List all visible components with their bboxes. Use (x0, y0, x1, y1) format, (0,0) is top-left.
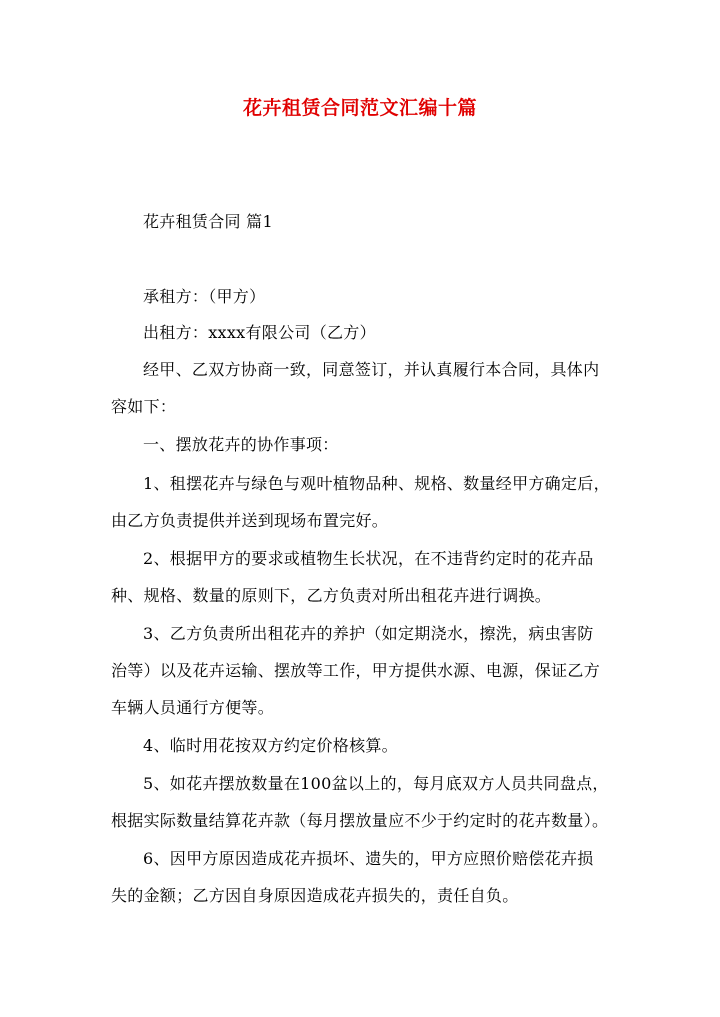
intro-paragraph-line: 容如下： (111, 397, 177, 416)
item-5-line: 根据实际数量结算花卉款（每月摆放量应不少于约定时的花卉数量）。 (111, 811, 609, 830)
item-2-line: 2、根据甲方的要求或植物生长状况，在不违背约定时的花卉品 (143, 549, 594, 568)
item-2-line: 种、规格、数量的原则下，乙方负责对所出租花卉进行调换。 (111, 586, 552, 605)
item-5-line: 5、如花卉摆放数量在100盆以上的，每月底双方人员共同盘点， (143, 774, 609, 793)
item-3-line: 车辆人员通行方便等。 (111, 698, 275, 717)
intro-paragraph-line: 经甲、乙双方协商一致，同意签订，并认真履行本合同，具体内 (143, 360, 600, 379)
item-3-line: 3、乙方负责所出租花卉的养护（如定期浇水，擦洗，病虫害防 (143, 624, 594, 643)
item-6-line: 6、因甲方原因造成花卉损坏、遗失的，甲方应照价赔偿花卉损 (143, 849, 594, 868)
item-4-line: 4、临时用花按双方约定价格核算。 (143, 736, 398, 755)
section-heading: 花卉租赁合同 篇1 (143, 212, 273, 231)
lessor-line: 出租方：xxxx有限公司（乙方） (143, 323, 376, 342)
lessee-line: 承租方：（甲方） (143, 287, 266, 306)
item-1-line: 1、租摆花卉与绿色与观叶植物品种、规格、数量经甲方确定后， (143, 474, 610, 493)
item-6-line: 失的金额；乙方因自身原因造成花卉损失的，责任自负。 (111, 886, 519, 905)
document-title: 花卉租赁合同范文汇编十篇 (242, 97, 477, 119)
item-section-heading: 一、摆放花卉的协作事项： (143, 435, 339, 454)
item-1-line: 由乙方负责提供并送到现场布置完好。 (111, 511, 389, 530)
item-3-line: 治等）以及花卉运输、摆放等工作，甲方提供水源、电源，保证乙方 (111, 661, 601, 680)
